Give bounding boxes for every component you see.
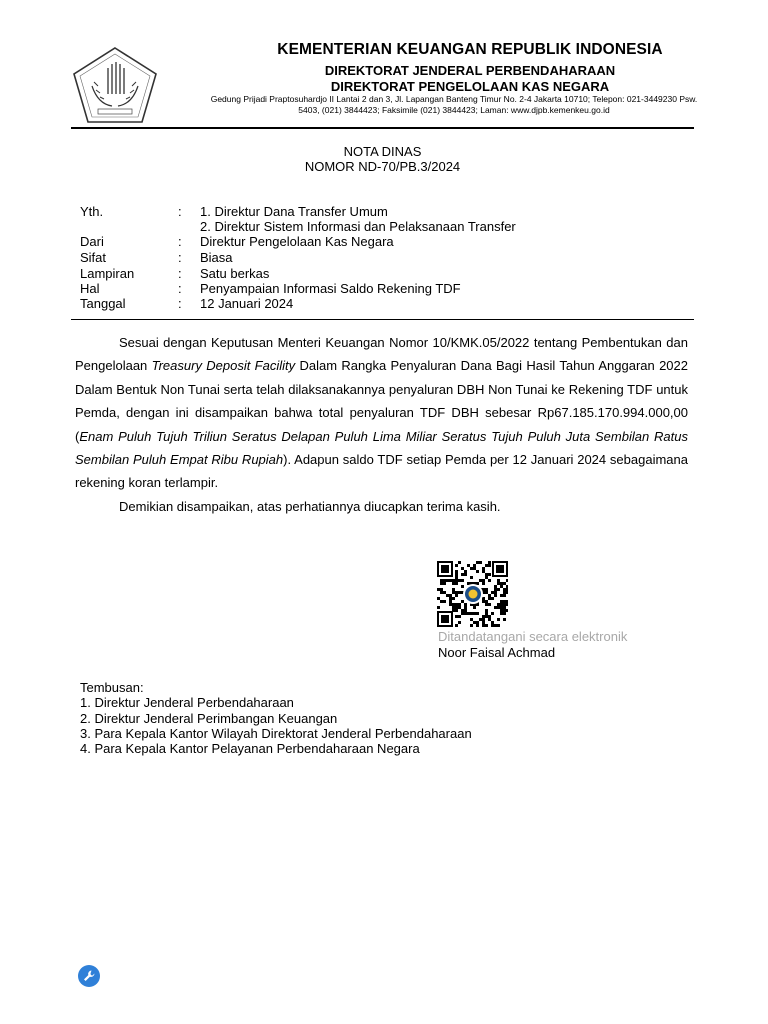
meta-value-sifat: Biasa bbox=[200, 250, 233, 265]
body-paragraph-2: Demikian disampaikan, atas perhatiannya diucapkan terima kasih. bbox=[119, 498, 501, 514]
document-number: NOMOR ND-70/PB.3/2024 bbox=[304, 159, 461, 174]
meta-row-sifat bbox=[80, 250, 700, 266]
cc-item: 3. Para Kepala Kantor Wilayah Direktorat Jenderal Perbendaharaan bbox=[80, 725, 472, 741]
body-p1-text-e: ). Adapun saldo TDF setiap Pemda per 12 Januari 2024 sebagaimana rekening koran terlampir. bbox=[75, 452, 688, 491]
cc-item: 1. Direktur Jenderal Perbendaharaan bbox=[80, 695, 294, 711]
meta-row-yth-2 bbox=[80, 219, 700, 235]
meta-colon: : bbox=[178, 234, 182, 249]
qr-code-icon bbox=[437, 561, 508, 627]
body-p1-text-a: Sesuai dengan Keputusan Menteri Keuangan Nomor 10/KMK.05/2022 tentang Pembentukan dan Pengelolaan bbox=[75, 335, 688, 374]
cc-section bbox=[80, 680, 472, 756]
meta-row-yth bbox=[80, 204, 700, 220]
meta-value-yth-2: 2. Direktur Sistem Informasi dan Pelaksanaan Transfer bbox=[200, 219, 516, 234]
cc-item: 4. Para Kepala Kantor Pelayanan Perbendaharaan Negara bbox=[80, 741, 420, 757]
meta-row-lampiran bbox=[80, 266, 700, 282]
meta-value-lampiran: Satu berkas bbox=[200, 266, 270, 281]
letterhead-ministry: KEMENTERIAN KEUANGAN REPUBLIK INDONESIA bbox=[277, 41, 663, 58]
meta-colon: : bbox=[178, 266, 182, 281]
signatory-name: Noor Faisal Achmad bbox=[438, 645, 556, 660]
meta-label-tanggal: Tanggal bbox=[80, 296, 126, 311]
meta-row-tanggal bbox=[80, 296, 700, 312]
meta-label-lampiran: Lampiran bbox=[80, 266, 135, 281]
meta-label-sifat: Sifat bbox=[80, 250, 107, 265]
wrench-icon[interactable] bbox=[78, 965, 100, 987]
letterhead-directorate-general: DIREKTORAT JENDERAL PERBENDAHARAAN bbox=[324, 63, 616, 78]
meta-value-dari: Direktur Pengelolaan Kas Negara bbox=[200, 234, 394, 249]
meta-colon: : bbox=[178, 281, 182, 296]
cc-item: 2. Direktur Jenderal Perimbangan Keuangan bbox=[80, 710, 338, 726]
letterhead-directorate: DIREKTORAT PENGELOLAAN KAS NEGARA bbox=[330, 79, 610, 94]
body-text bbox=[75, 331, 688, 518]
meta-label-dari: Dari bbox=[80, 234, 104, 249]
body-p1-italic-amount-words: Enam Puluh Tujuh Triliun Seratus Delapan Puluh Lima Miliar Seratus Tujuh Puluh Juta Sembilan Ratus Sembilan Puluh Empat Ribu Rupiah bbox=[75, 428, 688, 468]
letterhead-divider bbox=[71, 127, 694, 129]
meta-colon: : bbox=[178, 204, 182, 219]
meta-value-tanggal: 12 Januari 2024 bbox=[200, 296, 294, 311]
kemenkeu-emblem-icon bbox=[72, 46, 158, 124]
meta-colon: : bbox=[178, 250, 182, 265]
signature-note: Ditandatangani secara elektronik bbox=[438, 629, 628, 644]
letterhead-address-line-1: Gedung Prijadi Praptosuhardjo II Lantai 2 dan 3, Jl. Lapangan Banteng Timur No. 2-4 Jakarta 10710; Telepon: 021-3449230 Psw. bbox=[210, 94, 698, 104]
cc-heading: Tembusan: bbox=[80, 680, 144, 695]
letterhead-address-line-2: 5403, (021) 3844423; Faksimile (021) 3844423; Laman: www.djpb.kemenkeu.go.id bbox=[298, 105, 610, 115]
meta-label-yth: Yth. bbox=[80, 204, 104, 219]
meta-label-hal: Hal bbox=[80, 281, 100, 296]
meta-colon: : bbox=[178, 296, 182, 311]
body-p1-italic-tdf: Treasury Deposit Facility bbox=[151, 358, 296, 374]
meta-divider bbox=[71, 319, 694, 320]
meta-value-yth-1: 1. Direktur Dana Transfer Umum bbox=[200, 204, 388, 219]
meta-row-dari bbox=[80, 234, 700, 250]
body-paragraph-1 bbox=[75, 331, 688, 495]
meta-row-hal bbox=[80, 281, 700, 297]
meta-value-hal: Penyampaian Informasi Saldo Rekening TDF bbox=[200, 281, 461, 296]
document-type: NOTA DINAS bbox=[343, 144, 422, 159]
body-p1-text-c: Dalam Rangka Penyaluran Dana Bagi Hasil Tahun Anggaran 2022 Dalam Bentuk Non Tunai serta telah dilaksanakannya penyaluran DBH Non Tunai ke Rekening TDF untuk Pemda, dengan ini disampaikan bahwa total penyaluran TDF DBH sebesar Rp67.185.170.994.000,00 ( bbox=[75, 358, 688, 444]
